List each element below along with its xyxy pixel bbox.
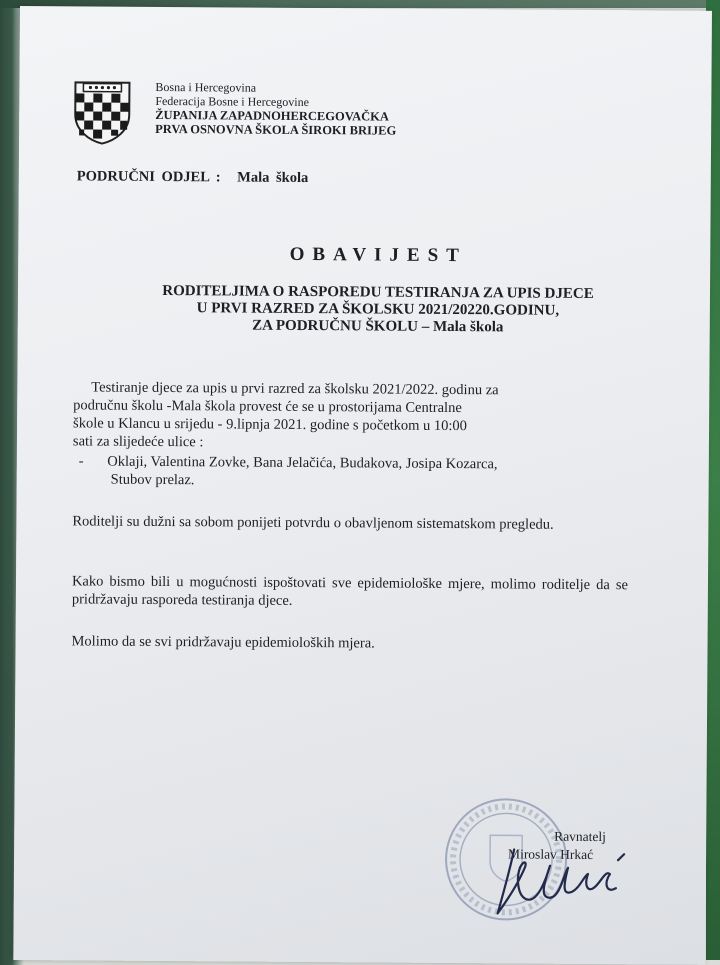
paragraph-testing-line-3: škole u Klancu u srijedu - 9.lipnja 2021. godine s početkom u 10:00 bbox=[73, 415, 467, 435]
paragraph-testing-line-4: sati za slijedeće ulice : bbox=[72, 433, 204, 451]
streets-line-2: Stubov prelaz. bbox=[110, 471, 195, 489]
paragraph-testing-line-1: Testiranje djece za upis u prvi razred za školsku 2021/2022. godinu za bbox=[91, 379, 499, 399]
department-value: Mala škola bbox=[237, 169, 309, 187]
subtitle-line-2: U PRVI RAZRED ZA ŠKOLSKU 2021/20220.GODINU, bbox=[196, 300, 560, 319]
document-subtitle bbox=[78, 282, 678, 337]
document-page bbox=[13, 6, 712, 965]
paragraph-testing bbox=[73, 378, 629, 454]
signature-role: Ravnatelj bbox=[554, 828, 607, 845]
header-federation: Federacija Bosne i Hercegovine bbox=[155, 93, 309, 110]
document-title: OBAVIJEST bbox=[289, 243, 467, 267]
header-school: PRVA OSNOVNA ŠKOLA ŠIROKI BRIJEG bbox=[155, 121, 397, 138]
subtitle-line-3: ZA PODRUČNU ŠKOLU – Mala škola bbox=[252, 317, 504, 336]
header-canton: ŽUPANIJA ZAPADNOHERCEGOVAČKA bbox=[155, 107, 389, 124]
header-country: Bosna i Hercegovina bbox=[155, 79, 257, 95]
paragraph-medical: Roditelji su dužni sa sobom ponijeti potvrdu o obavljenom sistematskom pregledu. bbox=[72, 513, 554, 533]
bullet-marker: - bbox=[78, 453, 84, 470]
department-line bbox=[77, 168, 309, 187]
coat-of-arms-icon bbox=[69, 80, 135, 144]
signature-name: Miroslav Hrkać bbox=[508, 846, 594, 863]
paragraph-closing: Molimo da se svi pridržavaju epidemioloških mjera. bbox=[71, 633, 375, 652]
streets-line-1: Oklaji, Valentina Zovke, Bana Jelačića, Budakova, Josipa Kozarca, bbox=[107, 453, 498, 473]
paragraph-measures: Kako bismo bili u mogućnosti ispoštovati sve epidemiološke mjere, molimo roditelje da se pridržavaju rasporeda testiranja djece. bbox=[71, 573, 629, 609]
subtitle-line-1: RODITELJIMA O RASPOREDU TESTIRANJA ZA UPIS DJECE bbox=[162, 283, 594, 303]
handwritten-signature-icon bbox=[484, 839, 655, 920]
department-label: PODRUČNI ODJEL : bbox=[76, 168, 221, 186]
document-header bbox=[155, 80, 396, 138]
paragraph-testing-line-2: područnu školu -Mala škola provest će se u prostorijama Centralne bbox=[73, 397, 462, 417]
